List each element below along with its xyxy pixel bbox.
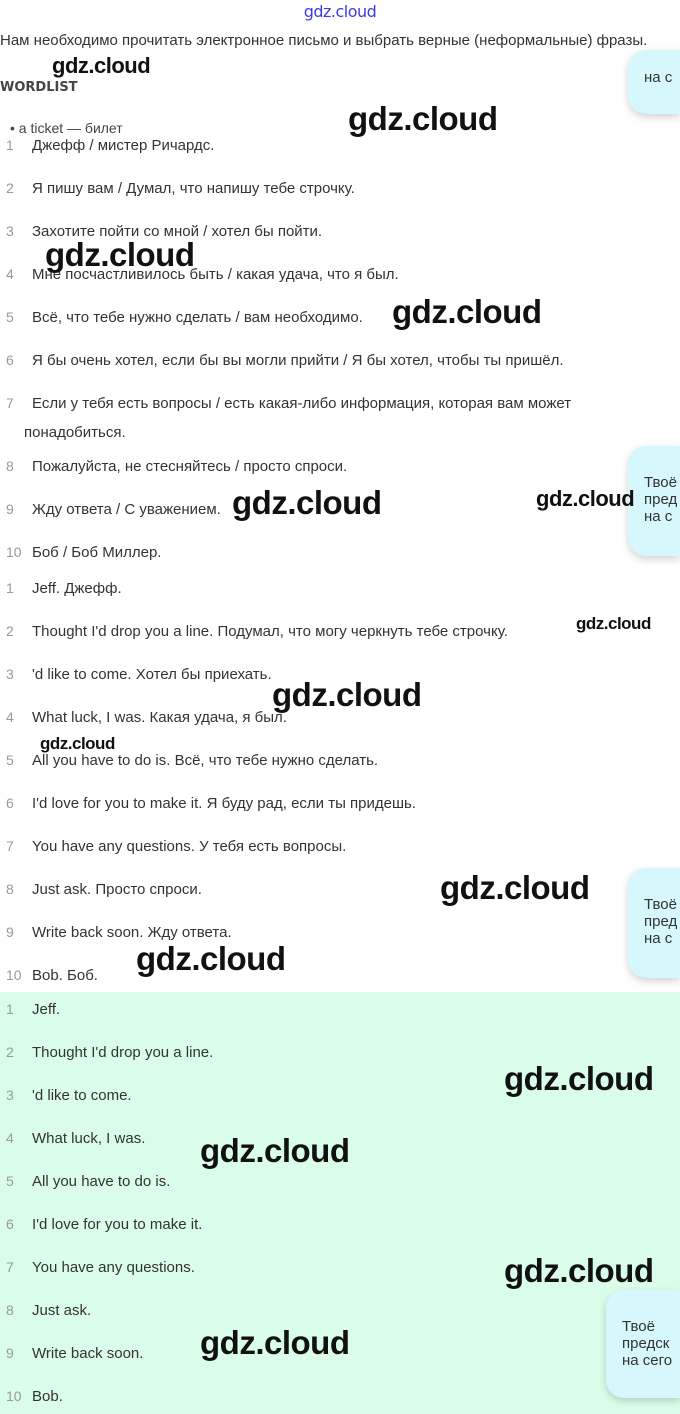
item-text: What luck, I was.: [32, 1130, 146, 1147]
watermark: gdz.cloud: [504, 1060, 654, 1097]
item-number: 8: [6, 881, 14, 897]
watermark: gdz.cloud: [440, 869, 590, 906]
chat-widget-bubble[interactable]: [628, 50, 680, 114]
item-text: 'd like to come. Хотел бы приехать.: [32, 666, 272, 683]
item-number: 6: [6, 795, 14, 811]
wordlist-item: • a ticket — билет: [10, 120, 123, 136]
watermark: gdz.cloud: [200, 1132, 350, 1169]
item-text: Всё, что тебе нужно сделать / вам необходимо.: [32, 309, 363, 326]
watermark: gdz.cloud: [232, 484, 382, 521]
watermark: gdz.cloud: [504, 1252, 654, 1289]
item-number: 8: [6, 1302, 14, 1318]
chat-widget-bubble[interactable]: [606, 1290, 680, 1398]
item-text: Боб / Боб Миллер.: [32, 544, 162, 561]
item-text: I'd love for you to make it. Я буду рад, если ты придешь.: [32, 795, 416, 812]
item-text-continued: понадобиться.: [24, 424, 126, 441]
item-number: 9: [6, 501, 14, 517]
item-text: All you have to do is. Всё, что тебе нужно сделать.: [32, 752, 379, 769]
item-number: 10: [6, 1388, 22, 1404]
item-number: 7: [6, 838, 14, 854]
item-number: 6: [6, 1216, 14, 1232]
chat-widget-bubble[interactable]: [628, 446, 680, 556]
item-text: Just ask. Просто спроси.: [32, 881, 202, 898]
chat-bubble-text: Твоё пред на с: [644, 474, 678, 525]
item-text: I'd love for you to make it.: [32, 1216, 203, 1233]
watermark: gdz.cloud: [536, 486, 635, 511]
watermark: gdz.cloud: [348, 100, 498, 137]
chat-bubble-text: на с: [644, 69, 673, 86]
item-text: Я бы очень хотел, если бы вы могли прийти / Я бы хотел, чтобы ты пришёл.: [32, 352, 564, 369]
item-text: Bob.: [32, 1388, 63, 1405]
item-number: 4: [6, 709, 14, 725]
item-number: 1: [6, 137, 14, 153]
item-text: Жду ответа / С уважением.: [32, 501, 221, 518]
watermark: gdz.cloud: [392, 293, 542, 330]
item-text: Just ask.: [32, 1302, 92, 1319]
item-number: 7: [6, 1259, 14, 1275]
item-number: 3: [6, 223, 14, 239]
item-number: 2: [6, 180, 14, 196]
watermark: gdz.cloud: [136, 940, 286, 977]
item-text: Bob. Боб.: [32, 967, 98, 984]
item-text: Thought I'd drop you a line.: [32, 1044, 214, 1061]
item-text: 'd like to come.: [32, 1087, 132, 1104]
item-text: Мне посчастливилось быть / какая удача, что я был.: [32, 266, 399, 283]
item-number: 4: [6, 266, 14, 282]
item-text: Thought I'd drop you a line. Подумал, что могу черкнуть тебе строчку.: [32, 623, 508, 640]
item-number: 1: [6, 580, 14, 596]
item-text: Write back soon.: [32, 1345, 144, 1362]
watermark: gdz.cloud: [272, 676, 422, 713]
item-number: 2: [6, 1044, 14, 1060]
item-text: All you have to do is.: [32, 1173, 171, 1190]
item-number: 10: [6, 544, 22, 560]
item-text: Я пишу вам / Думал, что напишу тебе строчку.: [32, 180, 355, 197]
watermark: gdz.cloud: [576, 614, 651, 633]
item-text: Захотите пойти со мной / хотел бы пойти.: [32, 223, 323, 240]
item-text: Джефф / мистер Ричардс.: [32, 137, 215, 154]
item-number: 6: [6, 352, 14, 368]
list-item: [0, 390, 640, 448]
item-number: 3: [6, 666, 14, 682]
item-text: Write back soon. Жду ответа.: [32, 924, 232, 941]
item-number: 7: [6, 395, 14, 411]
item-text: Jeff. Джефф.: [32, 580, 122, 597]
item-number: 1: [6, 1001, 14, 1017]
watermark: gdz.cloud: [200, 1324, 350, 1361]
item-number: 8: [6, 458, 14, 474]
task-description: Нам необходимо прочитать электронное письмо и выбрать верные (неформальные) фразы.: [0, 32, 648, 49]
item-text: You have any questions.: [32, 1259, 195, 1276]
item-number: 3: [6, 1087, 14, 1103]
item-number: 9: [6, 1345, 14, 1361]
item-number: 4: [6, 1130, 14, 1146]
item-text: Jeff.: [32, 1001, 61, 1018]
item-number: 5: [6, 1173, 14, 1189]
item-number: 5: [6, 752, 14, 768]
watermark: gdz.cloud: [40, 734, 115, 753]
site-logo[interactable]: gdz.cloud: [303, 2, 377, 21]
chat-bubble-text: Твоё предск на сего: [622, 1318, 673, 1369]
item-text: What luck, I was. Какая удача, я был.: [32, 709, 287, 726]
bilingual-list: [0, 575, 680, 990]
item-number: 2: [6, 623, 14, 639]
chat-bubble-text: Твоё пред на с: [644, 896, 678, 947]
item-text: Если у тебя есть вопросы / есть какая-либо информация, которая вам может: [32, 395, 572, 412]
item-text: Пожалуйста, не стесняйтесь / просто спроси.: [32, 458, 348, 475]
watermark: gdz.cloud: [45, 236, 195, 273]
item-number: 5: [6, 309, 14, 325]
item-text: You have any questions. У тебя есть вопросы.: [32, 838, 347, 855]
chat-widget-bubble[interactable]: [628, 868, 680, 978]
item-number: 10: [6, 967, 22, 983]
wordlist-heading[interactable]: WORDLIST: [0, 80, 78, 95]
item-number: 9: [6, 924, 14, 940]
watermark: gdz.cloud: [52, 53, 151, 78]
